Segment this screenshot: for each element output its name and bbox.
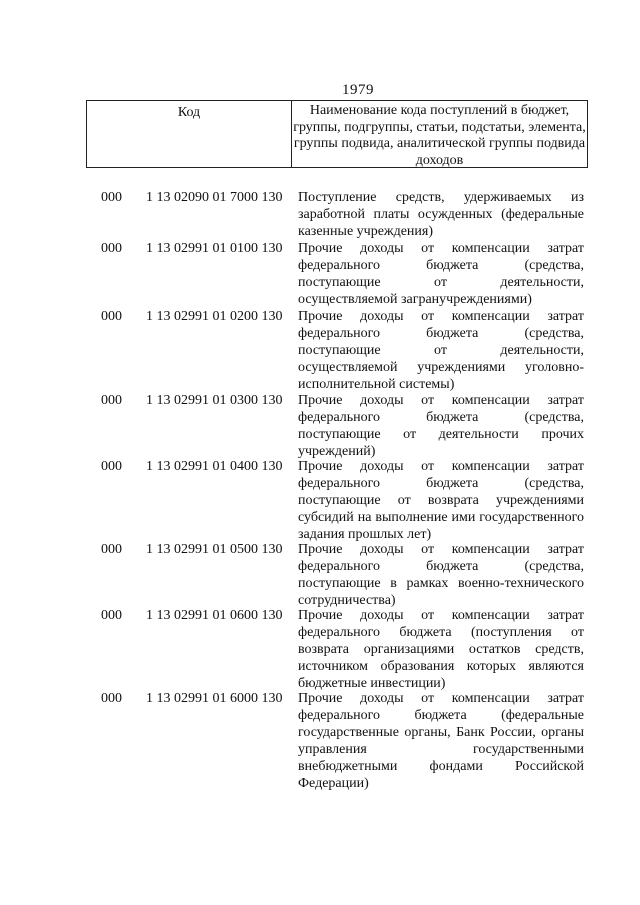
income-name: Прочие доходы от компенсации затрат федерального бюджета (средства, поступающие от деятельности, осуществляемой учреждениями уголовно-исполнительной системы) xyxy=(298,309,584,392)
income-name: Прочие доходы от компенсации затрат федерального бюджета (средства, поступающие от возврата учреждениями субсидий на выполнение ими государственного задания прошлых лет) xyxy=(298,459,584,542)
income-name: Поступление средств, удерживаемых из заработной платы осужденных (федеральные казенные учреждения) xyxy=(298,190,584,239)
income-code: 1 13 02991 01 0600 130 xyxy=(146,608,283,623)
income-name: Прочие доходы от компенсации затрат федерального бюджета (средства, поступающие от деятельности прочих учреждений) xyxy=(298,393,584,459)
admin-code: 000 xyxy=(101,309,122,324)
income-name: Прочие доходы от компенсации затрат федерального бюджета (поступления от возврата организациями остатков средств, источником образования которых являются бюджетные инвестиции) xyxy=(298,608,584,691)
income-name: Прочие доходы от компенсации затрат федерального бюджета (средства, поступающие в рамках военно-технического сотрудничества) xyxy=(298,542,584,608)
income-code: 1 13 02991 01 6000 130 xyxy=(146,691,283,706)
income-code: 1 13 02991 01 0100 130 xyxy=(146,241,283,256)
page-number: 1979 xyxy=(342,82,374,98)
admin-code: 000 xyxy=(101,608,122,623)
table-header xyxy=(86,100,588,168)
income-code: 1 13 02991 01 0300 130 xyxy=(146,393,283,408)
admin-code: 000 xyxy=(101,459,122,474)
income-name: Прочие доходы от компенсации затрат федерального бюджета (средства, поступающие от деятельности, осуществляемой загранучреждениями) xyxy=(298,241,584,307)
admin-code: 000 xyxy=(101,691,122,706)
admin-code: 000 xyxy=(101,393,122,408)
income-code: 1 13 02991 01 0500 130 xyxy=(146,542,283,557)
admin-code: 000 xyxy=(101,190,122,205)
admin-code: 000 xyxy=(101,542,122,557)
income-code: 1 13 02090 01 7000 130 xyxy=(146,190,283,205)
income-name: Прочие доходы от компенсации затрат федерального бюджета (федеральные государственные органы, Банк России, органы управления государственными внебюджетными фондами Российской Федерации) xyxy=(298,691,584,791)
income-code: 1 13 02991 01 0200 130 xyxy=(146,309,283,324)
header-code-column: Код xyxy=(87,101,292,167)
income-code: 1 13 02991 01 0400 130 xyxy=(146,459,283,474)
header-name-column: Наименование кода поступлений в бюджет, группы, подгруппы, статьи, подстатьи, элемента, группы подвида, аналитической группы подвида доходов xyxy=(293,103,586,168)
admin-code: 000 xyxy=(101,241,122,256)
